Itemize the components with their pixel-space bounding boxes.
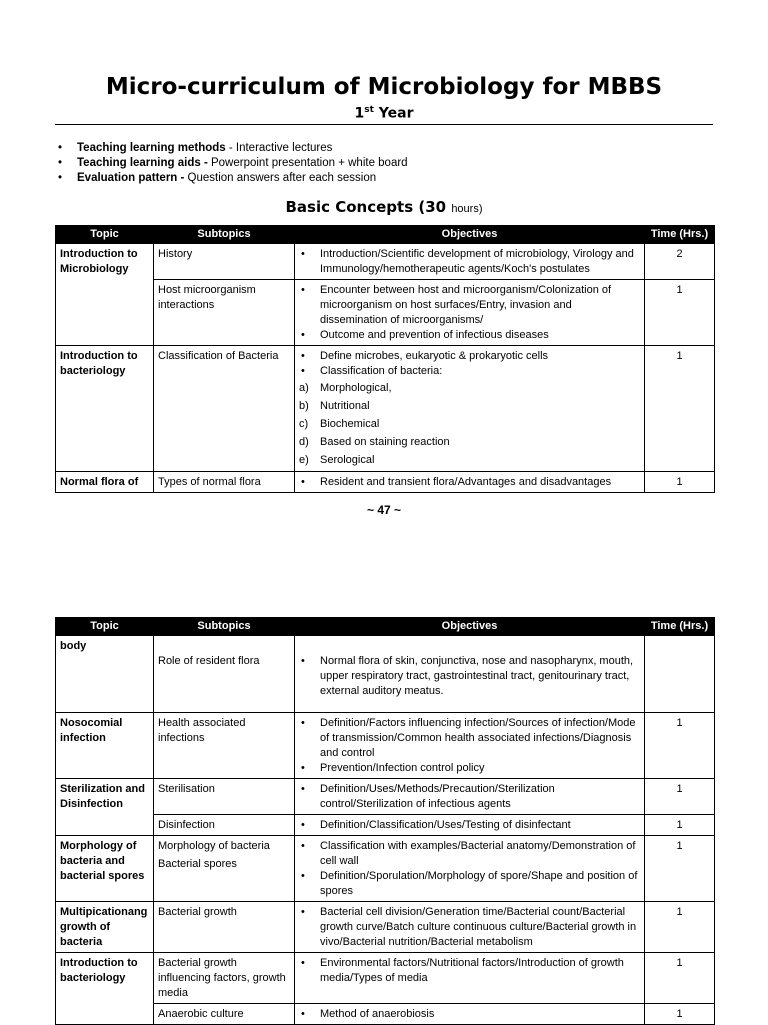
header-objectives: Objectives	[295, 226, 645, 244]
time-cell: 1	[645, 280, 715, 346]
topic-cell: Multipicationang growth of bacteria	[56, 902, 154, 953]
header-objectives: Objectives	[295, 618, 645, 636]
course-info-list	[55, 141, 408, 186]
subtopic-cell: History	[154, 244, 295, 280]
objectives-cell: • Definition/Uses/Methods/Precaution/Sterilization control/Sterilization of infectious agents	[295, 779, 645, 815]
topic-cell: Morphology of bacteria and bacterial spores	[56, 836, 154, 902]
table-row	[56, 244, 715, 280]
header-topic: Topic	[56, 226, 154, 244]
topic-cell: body	[56, 636, 154, 713]
table-header-row	[56, 226, 715, 244]
time-cell: 1	[645, 815, 715, 836]
objectives-cell: • Normal flora of skin, conjunctiva, nose and nasopharynx, mouth, upper respiratory tract, gastrointestinal tract, genitourinary tract, external auditory meatus.	[295, 636, 645, 713]
topic-cell: Sterilization and Disinfection	[56, 779, 154, 836]
time-cell: 1	[645, 953, 715, 1004]
subtopic-cell: Host microorganism interactions	[154, 280, 295, 346]
subtopic-cell: Bacterial growth	[154, 902, 295, 953]
header-topic: Topic	[56, 618, 154, 636]
objectives-cell: • Classification with examples/Bacterial anatomy/Demonstration of cell wall • Definition/Sporulation/Morphology of spore/Shape and position of spores	[295, 836, 645, 902]
time-cell: 1	[645, 836, 715, 902]
topic-cell: Normal flora of	[56, 472, 154, 493]
topic-cell: Introduction to bacteriology	[56, 953, 154, 1025]
objectives-cell: • Environmental factors/Nutritional factors/Introduction of growth media/Types of media	[295, 953, 645, 1004]
header-time: Time (Hrs.)	[645, 226, 715, 244]
time-cell: 1	[645, 346, 715, 472]
classification-sublist: a) Morphological, b) Nutritional c) Biochemical d) Based on staining reaction e) Serological	[299, 382, 450, 466]
objectives-cell: • Introduction/Scientific development of microbiology, Virology and Immunology/hemotherapeutic agents/Koch's postulates	[295, 244, 645, 280]
time-cell: 1	[645, 902, 715, 953]
teaching-aids-item: • Teaching learning aids - Powerpoint presentation + white board	[55, 156, 408, 171]
table-row	[56, 713, 715, 779]
objectives-cell: • Method of anaerobiosis	[295, 1004, 645, 1025]
table-row	[56, 472, 715, 493]
objectives-cell: • Define microbes, eukaryotic & prokaryotic cells • Classification of bacteria: a) Morphological, b) Nutritional c) Biochemical d) Based on staining reaction e) Serological	[295, 346, 645, 472]
table-row	[56, 836, 715, 902]
header-subtopics: Subtopics	[154, 226, 295, 244]
title-divider	[55, 124, 713, 125]
subtopic-cell: Bacterial growth influencing factors, growth media	[154, 953, 295, 1004]
time-cell: 1	[645, 713, 715, 779]
objectives-cell: • Bacterial cell division/Generation time/Bacterial count/Bacterial growth curve/Batch culture continuous culture/Bacterial growth in vivo/Bacterial nutrition/Bacterial metabolism	[295, 902, 645, 953]
table-row	[56, 902, 715, 953]
table-header-row	[56, 618, 715, 636]
table-row	[56, 1004, 715, 1025]
teaching-methods-item: • Teaching learning methods - Interactive lectures	[55, 141, 408, 156]
objectives-cell: • Resident and transient flora/Advantages and disadvantages	[295, 472, 645, 493]
time-cell: 2	[645, 244, 715, 280]
table-row	[56, 779, 715, 815]
section-heading: Basic Concepts (30 hours)	[285, 198, 483, 216]
subtopic-cell: Morphology of bacteria Bacterial spores	[154, 836, 295, 902]
topic-cell: Nosocomial infection	[56, 713, 154, 779]
page-number: ~ 47 ~	[366, 503, 402, 517]
document-title: Micro-curriculum of Microbiology for MBBS	[105, 74, 663, 100]
time-cell	[645, 636, 715, 713]
table-row	[56, 280, 715, 346]
table-row	[56, 815, 715, 836]
header-subtopics: Subtopics	[154, 618, 295, 636]
objectives-cell: • Definition/Classification/Uses/Testing of disinfectant	[295, 815, 645, 836]
topic-cell: Introduction to bacteriology	[56, 346, 154, 472]
subtopic-cell: Classification of Bacteria	[154, 346, 295, 472]
objectives-cell: • Encounter between host and microorganism/Colonization of microorganism on host surfaces/Entry, invasion and dissemination of microorganisms/ • Outcome and prevention of infectious diseases	[295, 280, 645, 346]
curriculum-table-page2	[55, 617, 715, 1025]
table-row	[56, 346, 715, 472]
header-time: Time (Hrs.)	[645, 618, 715, 636]
subtopic-cell: Disinfection	[154, 815, 295, 836]
topic-cell: Introduction to Microbiology	[56, 244, 154, 346]
subtopic-cell: Sterilisation	[154, 779, 295, 815]
subtopic-cell: Health associated infections	[154, 713, 295, 779]
curriculum-table-page1	[55, 225, 715, 493]
subtopic-cell: Role of resident flora	[154, 636, 295, 713]
evaluation-pattern-item: • Evaluation pattern - Question answers after each session	[55, 171, 408, 186]
subtopic-cell: Anaerobic culture	[154, 1004, 295, 1025]
subtopic-cell: Types of normal flora	[154, 472, 295, 493]
year-subtitle: 1st Year	[354, 105, 414, 122]
time-cell: 1	[645, 1004, 715, 1025]
time-cell: 1	[645, 779, 715, 815]
table-row	[56, 636, 715, 713]
time-cell: 1	[645, 472, 715, 493]
table-row	[56, 953, 715, 1004]
objectives-cell: • Definition/Factors influencing infection/Sources of infection/Mode of transmission/Common health associated infections/Diagnosis and control • Prevention/Infection control policy	[295, 713, 645, 779]
